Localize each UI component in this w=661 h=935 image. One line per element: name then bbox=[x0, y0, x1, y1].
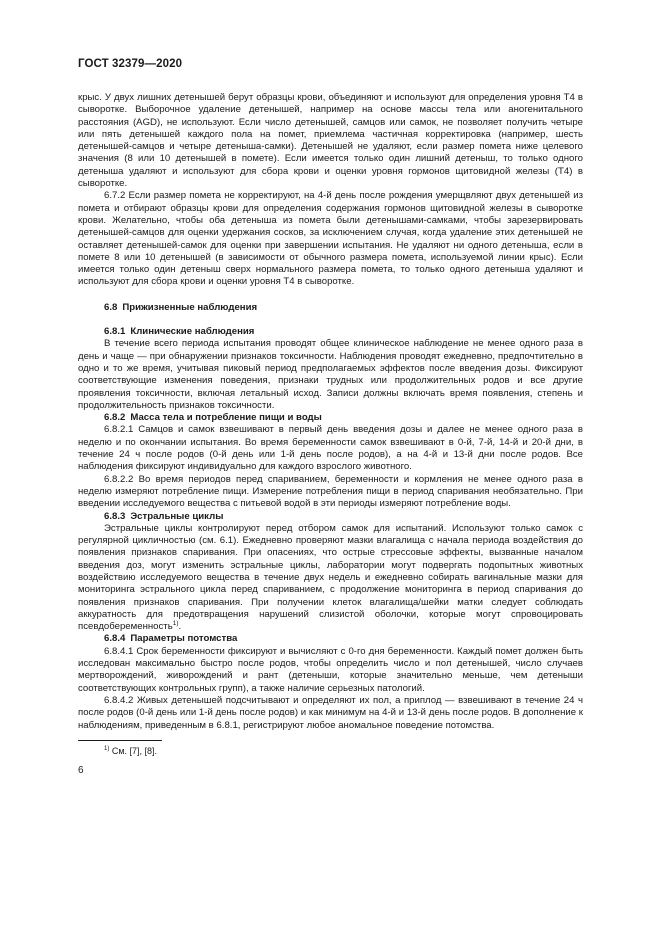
paragraph-6-8-2-2: 6.8.2.2 Во время периодов перед спариванием, беременности и кормления не менее одного раза в неделю измеряют потребление пищи. Измерение потребления пищи в период спаривания необязательно. При введении исследуемого вещества с питьевой водой в эти периоды измеряют потребление воды. bbox=[78, 473, 583, 510]
document-page bbox=[78, 58, 583, 776]
section-title: Прижизненные наблюдения bbox=[122, 301, 258, 313]
subsection-title: Масса тела и потребление пищи и воды bbox=[130, 412, 322, 424]
footnote bbox=[78, 745, 583, 757]
footnote-reference: 1) bbox=[172, 619, 179, 627]
paragraph-continuation: крыс. У двух лишних детенышей берут образцы крови, объединяют и используют для определения уровня Т4 в сыворотке. Выборочное удаление детенышей, например на основе массы тела или аногенитального расстояния (AGD), не используют. Если число детенышей, самцов или самок, не позволяет получить четыре или пять детенышей каждого пола на помет, приемлема частичная корректировка (например, шесть детенышей-самцов и четыре детеныша-самки). Детенышей не удаляют, если размер помета ниже целевого значения (8 или 10 детенышей в помете). Если имеется только один лишний детеныш, то только одного детеныша удаляют и используют для сбора крови и оценки уровня гормонов щитовидной железы (Т4) в сыворотке. bbox=[78, 92, 583, 190]
paragraph-6-7-2: 6.7.2 Если размер помета не корректируют, на 4-й день после рождения умерщвляют двух детенышей из помета и отбирают образцы крови для определения содержания гормонов щитовидной железы в сыворотке крови. Желательно, чтобы оба детеныша из помета были детенышами-самками, чтобы зарезервировать детенышей-самцов для оценки удержания сосков, за исключением случая, когда удаление этих детенышей не оставляет детенышей-самок для оценки при завершении испытания. Не удаляют ни одного детеныша, если в помете 8 или 10 детенышей (в зависимости от обычного размера помета, используемой линии крыс). Если имеется только один детеныш сверх нормального размера помета, то только одного детеныша удаляют и используют для сбора крови и оценки уровня Т4 в сыворотке. bbox=[78, 190, 583, 288]
section-number: 6.8 bbox=[104, 301, 118, 313]
subsection-title: Эстральные циклы bbox=[130, 510, 224, 522]
subsection-number: 6.8.2 bbox=[104, 412, 126, 424]
footnote-marker: 1) bbox=[104, 745, 110, 752]
subsection-title: Параметры потомства bbox=[130, 633, 238, 645]
paragraph-6-8-1: В течение всего периода испытания проводят общее клиническое наблюдение не менее одного раза в день и чаще — при обнаружении признаков токсичности. Наблюдения проводят ежедневно, предпочтительно в одно и то же время, учитывая пиковый период предполагаемых эффектов после введения дозы. Фиксируют соответствующие изменения поведения, признаки трудных или продолжительных родов и все другие проявления токсичности, включая летальный исход. Записи должны включать время появления, степень и продолжительность признаков токсичности. bbox=[78, 338, 583, 411]
subsection-title: Клинические наблюдения bbox=[130, 326, 255, 338]
paragraph-6-8-2-1: 6.8.2.1 Самцов и самок взвешивают в первый день введения дозы и далее не менее одного раза в неделю и по окончании испытания. Во время беременности самок взвешивают в 0-й, 7-й, 14-й и 20-й дни, в течение 24 ч после родов (0-й день или 1-й день после родов), а на 4-й и 13-й дни после родов. Все наблюдения фиксируют индивидуально для каждого взрослого животного. bbox=[78, 424, 583, 473]
paragraph-6-8-3 bbox=[78, 523, 583, 634]
subsection-heading-6-8-3 bbox=[78, 511, 583, 523]
paragraph-6-8-4-2: 6.8.4.2 Живых детенышей подсчитывают и определяют их пол, а приплод — взвешивают в течение 24 ч после родов (0-й день или 1-й день после родов) и как минимум на 4-й и 13-й день после родов. В дополнение к наблюдениям, приведенным в 6.8.1, регистрируют любое аномальное поведение потомства. bbox=[78, 694, 583, 731]
subsection-number: 6.8.1 bbox=[104, 326, 126, 338]
footnote-reference-period: . bbox=[178, 621, 182, 633]
section-heading-6-8 bbox=[78, 302, 583, 314]
subsection-heading-6-8-2 bbox=[78, 412, 583, 424]
page-number: 6 bbox=[78, 764, 84, 776]
paragraph-6-8-4-1: 6.8.4.1 Срок беременности фиксируют и вычисляют с 0-го дня беременности. Каждый помет должен быть исследован максимально быстро после родов, чтобы определить число и пол детенышей, число случаев мертворождений, живорождений и рант (детеныши, которые значительно меньше, чем детеныши соответствующих контрольных групп), а также наличие серьезных патологий. bbox=[78, 645, 583, 694]
footnote-divider bbox=[78, 740, 162, 741]
document-id: ГОСТ 32379—2020 bbox=[78, 58, 183, 70]
document-body bbox=[78, 92, 583, 732]
subsection-heading-6-8-1 bbox=[78, 326, 583, 338]
subsection-heading-6-8-4 bbox=[78, 633, 583, 645]
subsection-number: 6.8.4 bbox=[104, 633, 126, 645]
paragraph-6-8-3-text: Эстральные циклы контролируют перед отбором самок для испытаний. Используют только самок с регулярной цикличностью (см. 6.1). Ежедневно проверяют мазки влагалища с начала периода воздействия до появления признаков спаривания. При опасениях, что острые стрессовые эффекты, вызванные началом введения доз, могут изменить эстральные циклы, лаборатории могут подвергать подопытных животных воздействию исследуемого вещества в течение двух недель и ежедневно собирать вагинальные мазки для мониторинга эстрального цикла перед спариванием, с продолжение мониторинга в период спаривания до появления признаков спаривания. При получении клеток влагалища/шейки матки следует соблюдать аккуратность для предотвращения нарушений слизистой оболочки, которые могут спровоцировать псевдобеременность bbox=[78, 522, 583, 633]
subsection-number: 6.8.3 bbox=[104, 510, 126, 522]
footnote-text: См. [7], [8]. bbox=[111, 745, 158, 756]
